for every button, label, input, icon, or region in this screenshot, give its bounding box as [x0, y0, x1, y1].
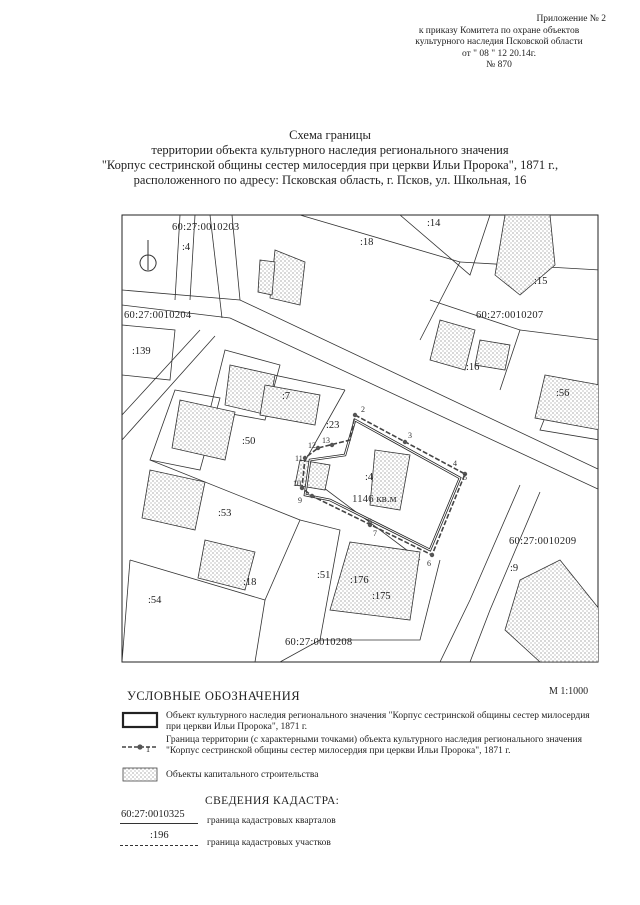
cadastre-parcel-label: граница кадастровых участков — [207, 838, 331, 848]
cadastre-quarter-example: 60:27:0010325 — [121, 809, 185, 820]
parcel-label: :23 — [326, 420, 340, 431]
quarter-label: 60:27:0010208 — [285, 637, 353, 648]
parcel-label: :175 — [372, 591, 391, 602]
legend-item-boundary: Граница территории (с характерными точками) объекта культурного наследия регионального значения "Корпус сестринской общины сестер милосердия при церкви Ильи Пророка", 1871 г. — [166, 735, 582, 756]
building — [475, 340, 510, 370]
appendix-number: Приложение № 2 — [536, 14, 606, 24]
parcel-label: :18 — [360, 237, 374, 248]
cadastre-parcel-example: :196 — [150, 830, 169, 841]
parcel-label: :7 — [282, 391, 291, 402]
parcel-label: :14 — [427, 218, 441, 229]
point-number: 5 — [463, 473, 467, 482]
cadastre-title: СВЕДЕНИЯ КАДАСТРА: — [205, 795, 340, 807]
parcel-label: :139 — [132, 346, 151, 357]
legend-point-marker — [137, 744, 142, 749]
parcel-label: :4 — [182, 242, 191, 253]
point-number: 7 — [373, 529, 377, 538]
title-line-4: расположенного по адресу: Псковская область, г. Псков, ул. Школьная, 16 — [133, 173, 527, 187]
parcel-label: :176 — [350, 575, 369, 586]
parcel-label: :9 — [510, 563, 519, 574]
title-line-1: Схема границы — [289, 128, 371, 142]
parcel-label: :54 — [148, 595, 162, 606]
point-number: 6 — [427, 559, 431, 568]
point-number: 8 — [368, 517, 372, 526]
order-date: от " 08 " 12 20.14г. — [462, 48, 536, 59]
map-scale: М 1:1000 — [549, 686, 589, 697]
point-number: 12 — [308, 441, 316, 450]
point-number: 10 — [293, 479, 301, 488]
point-number: 13 — [322, 436, 330, 445]
parcel-label: :16 — [466, 362, 480, 373]
legend-item-buildings: Объекты капитального строительства — [166, 770, 319, 780]
legend-symbols — [122, 713, 157, 781]
parcel-label: :53 — [218, 508, 232, 519]
parcel-label: :56 — [556, 388, 570, 399]
parcel-label: :15 — [534, 276, 548, 287]
order-number: № 870 — [486, 60, 512, 70]
parcel-label: :51 — [317, 570, 331, 581]
quarter-boundary-line — [120, 823, 198, 824]
point-number: 4 — [453, 459, 457, 468]
quarter-label: 60:27:0010204 — [124, 310, 192, 321]
cadastre-quarter-label: граница кадастровых кварталов — [207, 816, 336, 826]
quarter-label: 60:27:0010203 — [172, 222, 240, 233]
committee-name: культурного наследия Псковской области — [415, 37, 583, 47]
point-number: 11 — [295, 454, 303, 463]
parcel-label: :18 — [243, 577, 257, 588]
title-line-3: "Корпус сестринской общины сестер милосердия при церкви Ильи Пророка", 1871 г., — [101, 158, 559, 172]
quarter-label: 60:27:0010207 — [476, 310, 544, 321]
point-number: 2 — [361, 405, 365, 414]
legend-point-number: 1 — [146, 745, 150, 754]
area-label: 1146 кв.м — [352, 493, 397, 505]
point-number: 9 — [298, 496, 302, 505]
parcel-label: :50 — [242, 436, 256, 447]
parcel-boundary-line — [120, 845, 198, 846]
parcel-label: :4 — [365, 472, 374, 483]
order-reference: к приказу Комитета по охране объектов — [418, 25, 580, 36]
title-line-2: территории объекта культурного наследия регионального значения — [151, 143, 509, 157]
point-number: 3 — [408, 431, 412, 440]
legend-building-symbol — [123, 768, 157, 781]
building — [258, 260, 275, 295]
quarter-label: 60:27:0010209 — [509, 536, 577, 547]
legend-title: УСЛОВНЫЕ ОБОЗНАЧЕНИЯ — [127, 689, 301, 703]
legend-item-heritage: Объект культурного наследия регионального значения "Корпус сестринской общины сестер милосердия при церкви Ильи Пророка", 1871 г. — [166, 711, 590, 732]
